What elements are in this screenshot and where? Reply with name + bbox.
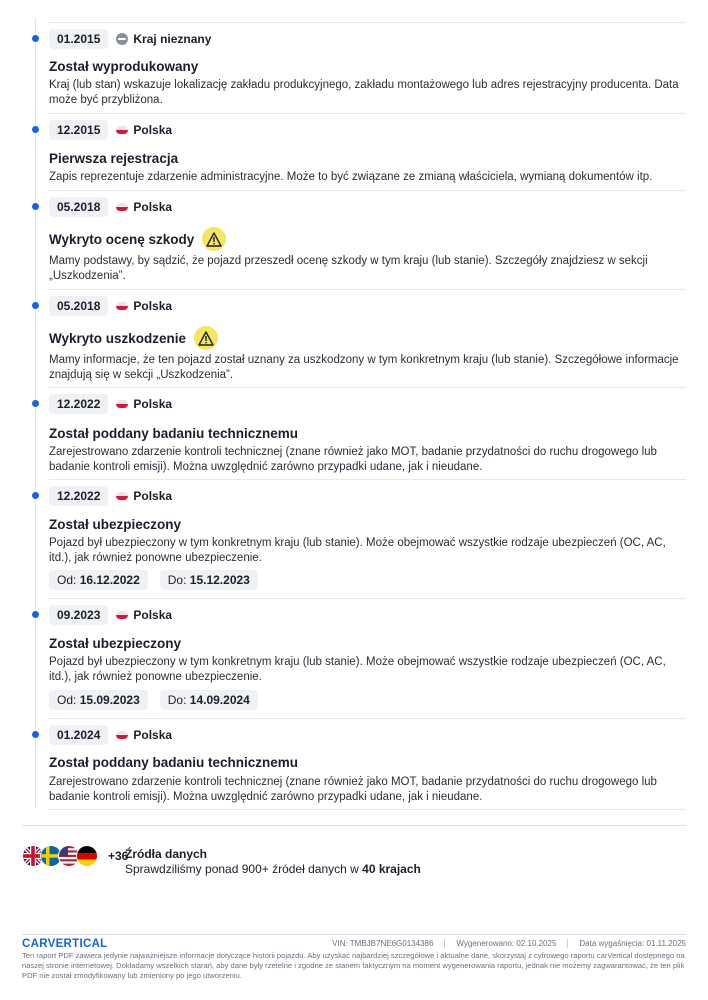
more-countries-count: +36 xyxy=(108,849,129,863)
event-date: 05.2018 xyxy=(49,296,108,316)
warning-icon xyxy=(202,227,226,251)
country-name: Polska xyxy=(133,200,173,214)
event-title: Wykryto uszkodzenie xyxy=(49,326,218,350)
meta-divider xyxy=(444,939,445,948)
timeline-dot xyxy=(32,302,39,309)
event-country xyxy=(116,728,172,742)
country-flags xyxy=(22,845,94,867)
event-country xyxy=(116,608,172,622)
event-date: 01.2015 xyxy=(49,29,108,49)
sources-heading: Źródła danych xyxy=(125,847,208,861)
event-date: 09.2023 xyxy=(49,605,108,625)
timeline-event xyxy=(49,289,686,388)
country-name: Polska xyxy=(133,608,173,622)
event-title: Został wyprodukowany xyxy=(49,59,199,74)
timeline-dot xyxy=(32,492,39,499)
report-meta xyxy=(332,939,686,948)
event-country xyxy=(116,200,172,214)
event-title: Został poddany badaniu technicznemu xyxy=(49,755,299,770)
event-date: 05.2018 xyxy=(49,197,108,217)
timeline-dot xyxy=(32,611,39,618)
timeline-event xyxy=(49,598,686,719)
event-title: Został poddany badaniu technicznemu xyxy=(49,426,299,441)
timeline-dot xyxy=(32,126,39,133)
timeline-dot xyxy=(32,400,39,407)
poland-flag-icon xyxy=(116,302,128,310)
expiry-date: Data wygaśnięcia: 01.11.2025 xyxy=(579,939,686,948)
poland-flag-icon xyxy=(116,611,128,619)
event-title: Pierwsza rejestracja xyxy=(49,151,179,166)
event-country xyxy=(116,397,172,411)
event-description: Mamy informacje, że ten pojazd został uznany za uszkodzony w tym konkretnym kraju (lub stanie). Szczegółowe informacje znajdują się w sekcji „Uszkodzenia”. xyxy=(49,354,679,381)
carvertical-logo: CARVERTICAL xyxy=(22,938,108,950)
event-description: Pojazd był ubezpieczony w tym konkretnym kraju (lub stanie). Może obejmować wszystkie rodzaje ubezpieczeń (OC, AC, itd.), jak również ponowne ubezpieczenie. xyxy=(49,537,666,564)
country-name: Polska xyxy=(133,397,173,411)
timeline-event xyxy=(49,718,686,810)
event-date: 12.2022 xyxy=(49,394,108,414)
meta-divider xyxy=(567,939,568,948)
period-to: Do: 15.12.2023 xyxy=(160,570,258,590)
event-country xyxy=(116,32,211,46)
timeline-event xyxy=(49,387,686,480)
event-country xyxy=(116,489,172,503)
country-name: Polska xyxy=(133,489,173,503)
history-timeline xyxy=(22,0,686,808)
warning-icon xyxy=(194,326,218,350)
insurance-period xyxy=(49,690,258,710)
poland-flag-icon xyxy=(116,400,128,408)
timeline-event xyxy=(49,190,686,290)
generated-date: Wygenerowano: 02.10.2025 xyxy=(456,939,557,948)
timeline-event xyxy=(49,22,686,114)
poland-flag-icon xyxy=(116,203,128,211)
event-description: Zapis reprezentuje zdarzenie administracyjne. Może to być związane ze zmianą właściciela, wymianą dokumentów itp. xyxy=(49,171,653,183)
poland-flag-icon xyxy=(116,731,128,739)
insurance-period xyxy=(49,570,258,590)
globe-icon xyxy=(116,33,128,45)
period-from: Od: 15.09.2023 xyxy=(49,690,148,710)
timeline-dot xyxy=(32,731,39,738)
event-date: 01.2024 xyxy=(49,725,108,745)
sources-description xyxy=(125,847,421,877)
sources-summary: Sprawdziliśmy ponad 900+ źródeł danych w 40 krajach xyxy=(125,862,421,876)
country-name: Kraj nieznany xyxy=(133,32,212,46)
event-description: Zarejestrowano zdarzenie kontroli technicznej (znane również jako MOT, badanie przydatności do ruchu drogowego lub badanie kontroli emisji). Można uwzględnić zarówno przypadki udane, jak i nieudane. xyxy=(49,776,657,803)
event-description: Mamy podstawy, by sądzić, że pojazd przeszedł ocenę szkody w tym kraju (lub stanie). Szczegóły znajdziesz w sekcji „Uszkodzenia”. xyxy=(49,255,648,282)
event-title: Został ubezpieczony xyxy=(49,636,182,651)
country-name: Polska xyxy=(133,123,173,137)
germany-flag-icon xyxy=(76,845,98,867)
data-sources xyxy=(22,845,128,867)
event-date: 12.2022 xyxy=(49,486,108,506)
country-name: Polska xyxy=(133,728,173,742)
poland-flag-icon xyxy=(116,492,128,500)
timeline-line xyxy=(35,18,36,808)
footer-divider xyxy=(22,934,686,935)
period-to: Do: 14.09.2024 xyxy=(160,690,258,710)
event-description: Zarejestrowano zdarzenie kontroli technicznej (znane również jako MOT, badanie przydatności do ruchu drogowego lub badanie kontroli emisji). Można uwzględnić zarówno przypadki udane, jak i nieudane. xyxy=(49,446,657,473)
period-from: Od: 16.12.2022 xyxy=(49,570,148,590)
timeline-dot xyxy=(32,203,39,210)
vin-number: VIN: TMBJB7NE6G0134386 xyxy=(332,939,434,948)
event-description: Kraj (lub stan) wskazuje lokalizację zakładu produkcyjnego, zakładu montażowego lub adres rejestracyjny producenta. Data może być przybliżona. xyxy=(49,79,679,106)
section-divider xyxy=(22,825,686,826)
event-country xyxy=(116,123,172,137)
event-date: 12.2015 xyxy=(49,120,108,140)
event-description: Pojazd był ubezpieczony w tym konkretnym kraju (lub stanie). Może obejmować wszystkie rodzaje ubezpieczeń (OC, AC, itd.), jak również ponowne ubezpieczenie. xyxy=(49,656,666,683)
poland-flag-icon xyxy=(116,126,128,134)
disclaimer: Ten raport PDF zawiera jedynie najważniejsze informacje dotyczące historii pojazdu. Aby uzyskać najbardziej szczegółowe i aktualne dane, skorzystaj z cyfrowego raportu carVertical dostępnego na naszej stronie internetowej. Dokładamy wszelkich starań, aby dane były rzetelne i zgodne ze stanem faktycznym na moment wygenerowania raportu, jednak nie możemy zagwarantować, że ten plik PDF nie został zmodyfikowany lub zmieniony po jego utworzeniu. xyxy=(22,951,685,980)
event-title: Został ubezpieczony xyxy=(49,517,182,532)
timeline-event xyxy=(49,479,686,599)
event-country xyxy=(116,299,172,313)
country-name: Polska xyxy=(133,299,173,313)
event-title: Wykryto ocenę szkody xyxy=(49,227,226,251)
timeline-dot xyxy=(32,35,39,42)
timeline-event xyxy=(49,113,686,191)
